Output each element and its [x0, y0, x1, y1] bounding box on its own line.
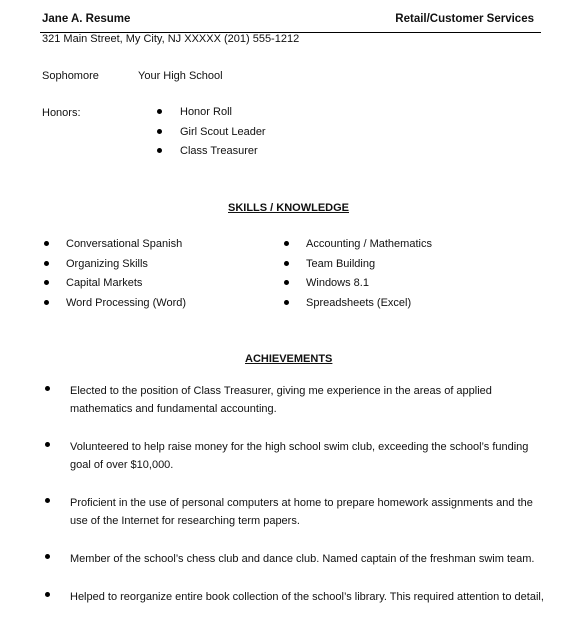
- achievements-list: [45, 382, 545, 626]
- honor-item: Girl Scout Leader: [180, 125, 266, 138]
- skill-item: Capital Markets: [66, 277, 143, 289]
- achievement-item: Proficient in the use of personal computers at home to prepare homework assignments and the use of the Internet for researching term papers.: [70, 497, 533, 527]
- bullet-icon: [44, 300, 49, 305]
- bullet-icon: [157, 129, 162, 134]
- bullet-icon: [44, 241, 49, 246]
- achievement-item: Elected to the position of Class Treasurer, giving me experience in the areas of applied mathematics and fundamental accounting.: [70, 385, 492, 415]
- skill-item: Organizing Skills: [66, 257, 148, 270]
- bullet-icon: [44, 261, 49, 266]
- grade-level: Sophomore: [42, 70, 99, 82]
- achievement-item: Member of the school’s chess club and dance club. Named captain of the freshman swim team.: [70, 553, 535, 565]
- school-name: Your High School: [138, 70, 223, 82]
- achievements-heading: ACHIEVEMENTS: [245, 353, 333, 365]
- list-item: [45, 550, 545, 568]
- bullet-icon: [284, 280, 289, 285]
- resume-name: Jane A. Resume: [42, 13, 131, 25]
- honor-item: Class Treasurer: [180, 145, 258, 157]
- skill-item: Conversational Spanish: [66, 238, 183, 250]
- list-item: [45, 588, 545, 606]
- bullet-icon: [284, 300, 289, 305]
- list-item: [45, 382, 545, 418]
- bullet-icon: [45, 498, 50, 503]
- skills-heading: SKILLS / KNOWLEDGE: [228, 202, 349, 214]
- honor-item: Honor Roll: [180, 106, 232, 118]
- contact-address: 321 Main Street, My City, NJ XXXXX (201) 555-1212: [42, 33, 300, 45]
- list-item: [45, 438, 545, 474]
- bullet-icon: [157, 148, 162, 153]
- bullet-icon: [45, 442, 50, 447]
- bullet-icon: [45, 592, 50, 597]
- resume-role: Retail/Customer Services: [395, 13, 534, 25]
- skill-item: Word Processing (Word): [66, 296, 187, 309]
- list-item: [45, 494, 545, 530]
- achievement-item: Volunteered to help raise money for the high school swim club, exceeding the school’s funding goal of over $10,000.: [70, 441, 529, 471]
- bullet-icon: [284, 261, 289, 266]
- skill-item: Spreadsheets (Excel): [306, 296, 412, 309]
- bullet-icon: [45, 554, 50, 559]
- skill-item: Team Building: [306, 257, 376, 270]
- bullet-icon: [284, 241, 289, 246]
- bullet-icon: [45, 386, 50, 391]
- honors-label: Honors:: [42, 107, 81, 119]
- bullet-icon: [157, 109, 162, 114]
- achievement-item: Helped to reorganize entire book collection of the school’s library. This required attention to detail,: [70, 591, 544, 603]
- skill-item: Windows 8.1: [306, 277, 369, 289]
- bullet-icon: [44, 280, 49, 285]
- skill-item: Accounting / Mathematics: [306, 238, 432, 250]
